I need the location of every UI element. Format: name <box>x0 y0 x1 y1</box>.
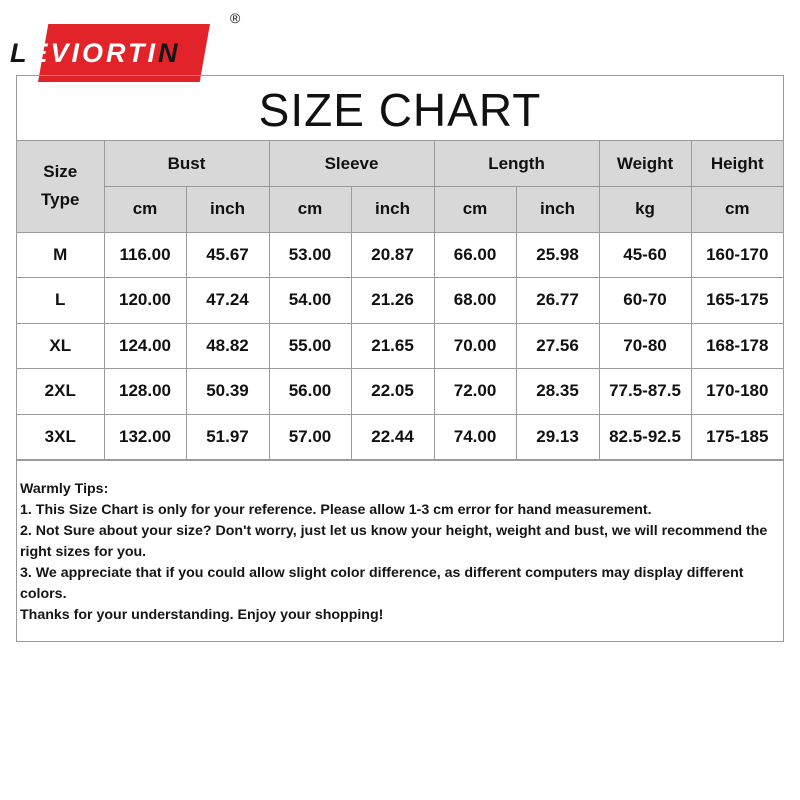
logo-wordmark: LEVIORTIN <box>10 38 181 68</box>
size-label-cell: 3XL <box>17 414 104 460</box>
measurement-cell: 170-180 <box>691 369 783 415</box>
height-header: Height <box>691 141 783 187</box>
tip-line: 3. We appreciate that if you could allow slight color difference, as different computers may display different colors. <box>20 565 744 602</box>
tips-heading: Warmly Tips: <box>20 481 109 497</box>
measurement-cell: 60-70 <box>599 278 691 324</box>
measurement-cell: 21.26 <box>351 278 434 324</box>
measurement-cell: 28.35 <box>516 369 599 415</box>
size-type-header: Size Type <box>17 141 104 232</box>
page-title: SIZE CHART <box>258 83 542 136</box>
size-label-cell: L <box>17 278 104 324</box>
unit-header: cm <box>269 187 351 233</box>
size-table <box>17 141 783 460</box>
unit-header: inch <box>516 187 599 233</box>
unit-header: inch <box>351 187 434 233</box>
measurement-cell: 57.00 <box>269 414 351 460</box>
tip-line: 1. This Size Chart is only for your reference. Please allow 1-3 cm error for hand measurement. <box>20 502 652 518</box>
sleeve-header: Sleeve <box>269 141 434 187</box>
table-row <box>17 278 783 324</box>
size-label-cell: XL <box>17 323 104 369</box>
measurement-cell: 48.82 <box>186 323 269 369</box>
measurement-cell: 50.39 <box>186 369 269 415</box>
measurement-cell: 56.00 <box>269 369 351 415</box>
table-row <box>17 232 783 278</box>
measurement-cell: 51.97 <box>186 414 269 460</box>
measurement-cell: 124.00 <box>104 323 186 369</box>
size-rows <box>17 232 783 460</box>
weight-header: Weight <box>599 141 691 187</box>
measurement-cell: 82.5-92.5 <box>599 414 691 460</box>
measurement-cell: 26.77 <box>516 278 599 324</box>
unit-header: cm <box>691 187 783 233</box>
measurement-cell: 22.44 <box>351 414 434 460</box>
measurement-cell: 68.00 <box>434 278 516 324</box>
size-label-cell: M <box>17 232 104 278</box>
measurement-cell: 168-178 <box>691 323 783 369</box>
measurement-cell: 54.00 <box>269 278 351 324</box>
measurement-cell: 21.65 <box>351 323 434 369</box>
measurement-cell: 165-175 <box>691 278 783 324</box>
measurement-cell: 74.00 <box>434 414 516 460</box>
tip-line: Thanks for your understanding. Enjoy your shopping! <box>20 607 384 623</box>
table-row <box>17 369 783 415</box>
group-header-row <box>17 141 783 187</box>
unit-header-row <box>17 187 783 233</box>
unit-header: inch <box>186 187 269 233</box>
measurement-cell: 120.00 <box>104 278 186 324</box>
measurement-cell: 25.98 <box>516 232 599 278</box>
table-row <box>17 323 783 369</box>
measurement-cell: 72.00 <box>434 369 516 415</box>
measurement-cell: 47.24 <box>186 278 269 324</box>
measurement-cell: 45.67 <box>186 232 269 278</box>
measurement-cell: 70-80 <box>599 323 691 369</box>
unit-header: kg <box>599 187 691 233</box>
measurement-cell: 29.13 <box>516 414 599 460</box>
measurement-cell: 55.00 <box>269 323 351 369</box>
bust-header: Bust <box>104 141 269 187</box>
measurement-cell: 132.00 <box>104 414 186 460</box>
tip-line: 2. Not Sure about your size? Don't worry, just let us know your height, weight and bust, we will recommend the right sizes for you. <box>20 523 768 560</box>
table-row <box>17 414 783 460</box>
size-label-cell: 2XL <box>17 369 104 415</box>
measurement-cell: 66.00 <box>434 232 516 278</box>
measurement-cell: 22.05 <box>351 369 434 415</box>
size-chart-frame <box>16 75 784 642</box>
measurement-cell: 53.00 <box>269 232 351 278</box>
measurement-cell: 128.00 <box>104 369 186 415</box>
tips-section <box>17 460 783 626</box>
measurement-cell: 77.5-87.5 <box>599 369 691 415</box>
measurement-cell: 160-170 <box>691 232 783 278</box>
measurement-cell: 20.87 <box>351 232 434 278</box>
measurement-cell: 70.00 <box>434 323 516 369</box>
measurement-cell: 45-60 <box>599 232 691 278</box>
measurement-cell: 27.56 <box>516 323 599 369</box>
unit-header: cm <box>104 187 186 233</box>
registered-mark: ® <box>230 10 241 26</box>
title-row <box>17 76 783 141</box>
measurement-cell: 175-185 <box>691 414 783 460</box>
unit-header: cm <box>434 187 516 233</box>
length-header: Length <box>434 141 599 187</box>
measurement-cell: 116.00 <box>104 232 186 278</box>
